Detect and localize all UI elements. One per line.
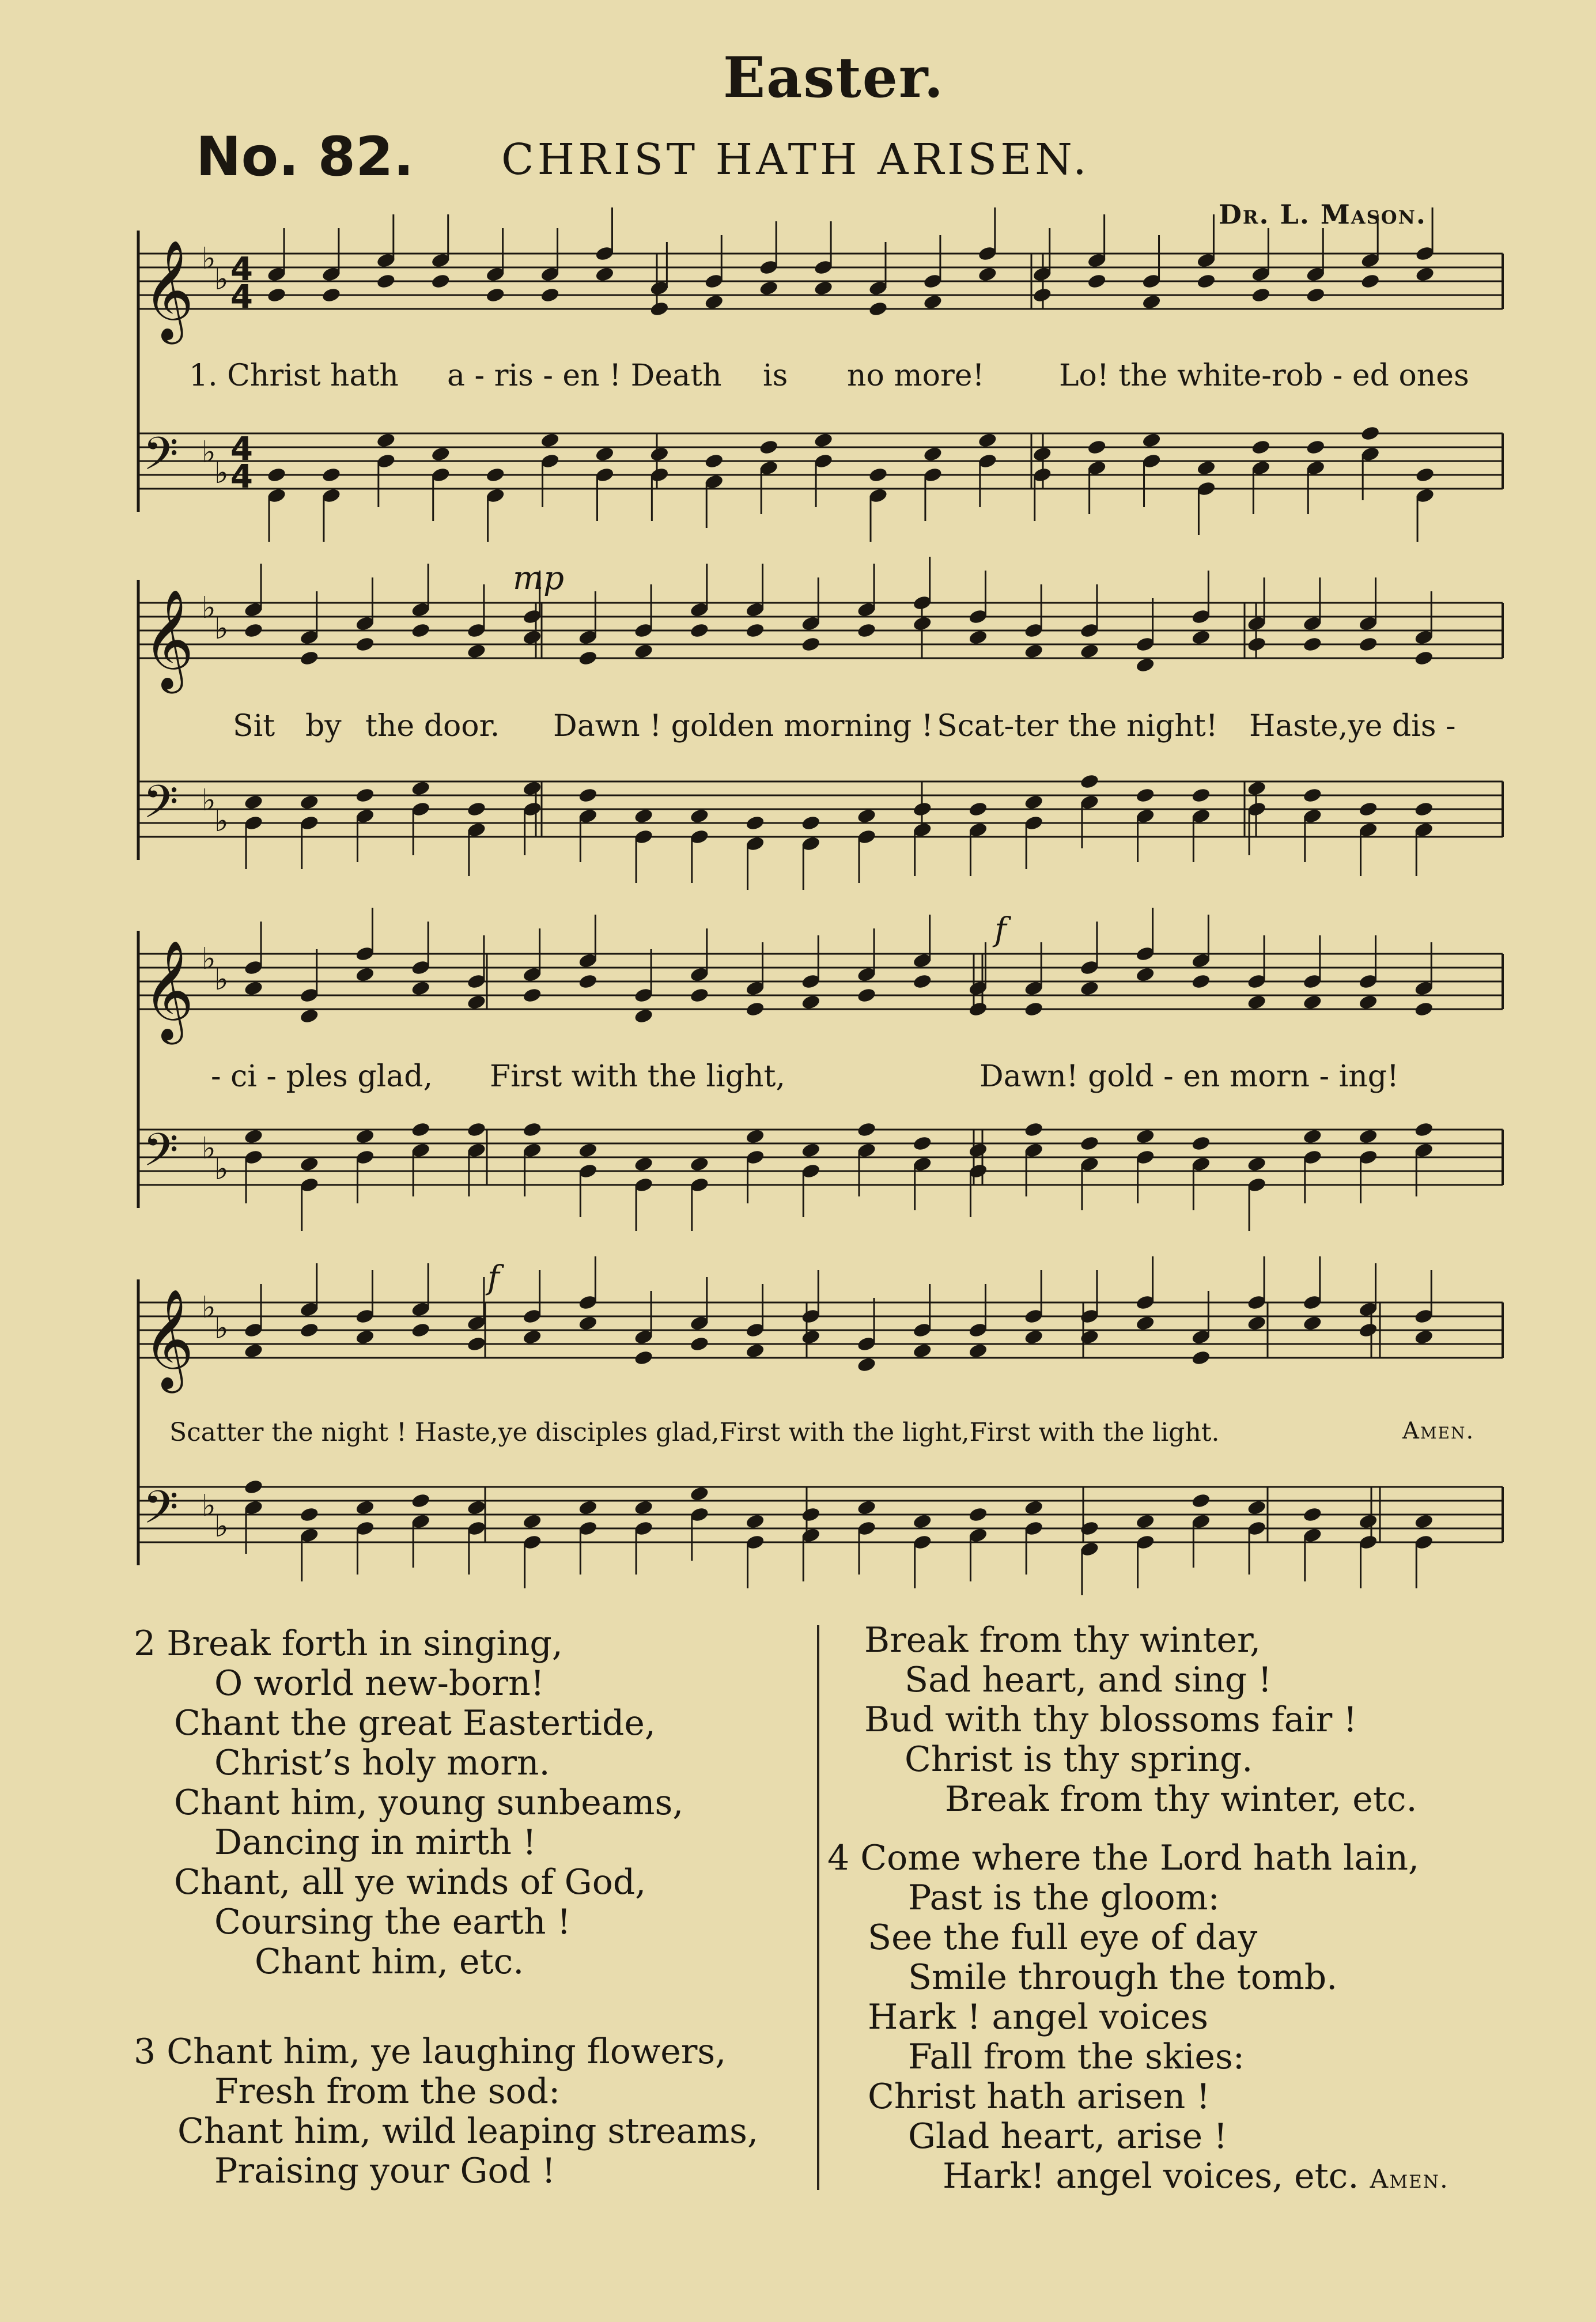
treble-clef-icon: 𝄞 (143, 940, 194, 1040)
note-head (1302, 787, 1322, 803)
note-head (376, 432, 396, 448)
note-head (1415, 266, 1435, 282)
lyric-3a: - ci - ples glad, (211, 1059, 433, 1094)
note-head (1024, 1499, 1044, 1516)
note-head (1247, 780, 1267, 796)
note-head (1358, 994, 1378, 1010)
verse-line: Smile through the tomb. (908, 1957, 1338, 1998)
flat-sign-icon: ♭ (202, 942, 216, 976)
note-head (266, 466, 286, 483)
bass-clef-icon: 𝄢 (143, 775, 179, 840)
note-head (266, 286, 286, 303)
note-head (1135, 1128, 1155, 1145)
note-head (1135, 1513, 1155, 1530)
note-head (868, 466, 888, 483)
note-head (689, 807, 709, 824)
note-head (634, 1499, 654, 1516)
note-head (522, 1513, 542, 1530)
note-head (704, 452, 724, 469)
note-head (243, 622, 263, 639)
note-head (1247, 994, 1267, 1010)
note-head (649, 445, 670, 462)
note-head (1191, 973, 1211, 990)
note-head (466, 1121, 486, 1138)
flat-sign-icon: ♭ (202, 435, 216, 470)
verse-line: Chant him, young sunbeams, (174, 1783, 684, 1823)
note-head (1079, 1135, 1099, 1151)
note-head (411, 622, 431, 639)
bass-clef-icon: 𝄢 (143, 427, 179, 492)
note-head (411, 780, 431, 796)
note-head (411, 1322, 431, 1338)
verse-4-last: Hark! angel voices, etc. (943, 2156, 1359, 2196)
note-head (912, 615, 932, 632)
dynamic-mark: mp (513, 560, 564, 597)
note-head (1135, 787, 1155, 803)
lyric-1b: a - ris - en ! Death (447, 358, 722, 393)
verse-line: Glad heart, arise ! (908, 2116, 1228, 2157)
note-head (634, 643, 654, 659)
verse-line: Past is the gloom: (908, 1878, 1220, 1918)
note-head (411, 1492, 431, 1509)
lyric-1e: Lo! the white-rob - ed ones (1059, 358, 1469, 393)
note-head (485, 466, 505, 483)
note-head (466, 801, 486, 817)
lyric-2b: by (305, 709, 342, 743)
note-head (634, 1156, 654, 1172)
verse-line: Fall from the skies: (908, 2037, 1245, 2077)
note-head (1141, 432, 1162, 448)
flat-sign-icon: ♭ (214, 1311, 229, 1346)
note-head (1414, 1328, 1434, 1345)
treble-clef-icon: 𝄞 (143, 240, 194, 340)
note-head (1191, 1349, 1211, 1366)
note-head (689, 622, 709, 639)
note-head (634, 1349, 654, 1366)
note-head (430, 445, 451, 462)
note-head (355, 1128, 375, 1145)
note-head (801, 636, 821, 652)
flat-sign-icon: ♭ (214, 262, 229, 297)
note-head (1302, 1506, 1322, 1523)
note-head (689, 987, 709, 1003)
note-head (1414, 801, 1434, 817)
bass-clef-icon: 𝄢 (143, 1481, 179, 1545)
note-head (1306, 286, 1326, 303)
note-head (649, 300, 670, 317)
flat-sign-icon: ♭ (202, 1131, 216, 1166)
note-head (466, 994, 486, 1010)
verse-2 (134, 1624, 683, 1982)
note-head (968, 801, 988, 817)
verse-line: O world new-born! (214, 1663, 544, 1704)
flat-sign-icon: ♭ (202, 591, 216, 625)
time-signature: 4 (230, 458, 253, 496)
verse-line: Break from thy winter, (864, 1620, 1261, 1660)
lyric-2d: Dawn ! golden morning ! (553, 709, 933, 743)
note-head (466, 1335, 486, 1352)
note-head (355, 1499, 375, 1516)
flat-sign-icon: ♭ (214, 456, 229, 490)
note-head (814, 432, 834, 448)
note-head (689, 1335, 709, 1352)
note-head (1358, 1128, 1378, 1145)
dynamic-mark: f (994, 911, 1007, 949)
note-head (485, 286, 505, 303)
note-head (578, 650, 598, 666)
note-head (578, 787, 598, 803)
note-head (243, 1128, 263, 1145)
note-head (540, 432, 560, 448)
flat-sign-icon: ♭ (214, 962, 229, 997)
note-head (299, 1506, 319, 1523)
note-head (243, 1342, 263, 1359)
note-head (522, 1328, 542, 1345)
lyric-4-amen: Amen. (1402, 1418, 1475, 1444)
lyric-2f: Haste,ye dis - (1249, 709, 1456, 743)
note-head (634, 1007, 654, 1024)
verse-line: 2 Break forth in singing, (134, 1623, 563, 1664)
note-head (968, 1142, 988, 1158)
note-head (411, 980, 431, 996)
note-head (1414, 1000, 1434, 1017)
note-head (1191, 1135, 1211, 1151)
lyric-3c: Dawn! gold - en morn - ing! (979, 1059, 1399, 1094)
note-head (745, 1000, 765, 1017)
lyric-2e: Scat-ter the night! (937, 709, 1218, 743)
note-head (1251, 286, 1271, 303)
note-head (745, 622, 765, 639)
note-head (745, 1342, 765, 1359)
note-head (968, 629, 988, 645)
note-head (759, 439, 779, 455)
note-head (922, 293, 943, 310)
note-head (912, 973, 932, 990)
note-head (1414, 1513, 1434, 1530)
note-head (321, 466, 341, 483)
note-head (578, 1315, 598, 1331)
note-head (1302, 1315, 1322, 1331)
verse-divider (817, 1625, 819, 2190)
note-head (299, 1007, 319, 1024)
note-head (243, 794, 263, 810)
time-signature: 4 (230, 251, 253, 288)
verse-3 (134, 2032, 758, 2191)
dynamic-mark: f (487, 1259, 500, 1297)
verse-line: Praising your God ! (214, 2151, 556, 2191)
flat-sign-icon: ♭ (202, 1489, 216, 1523)
note-head (801, 1142, 821, 1158)
note-head (856, 1121, 876, 1138)
verse-line: Christ hath arisen ! (868, 2076, 1211, 2117)
note-head (1135, 966, 1155, 983)
note-head (540, 286, 560, 303)
note-head (912, 801, 932, 817)
note-head (1302, 636, 1322, 652)
treble-clef-icon: 𝄞 (143, 589, 194, 689)
note-head (1079, 980, 1099, 996)
verse-line: Dancing in mirth ! (214, 1822, 537, 1863)
verse-line: See the full eye of day (868, 1917, 1258, 1958)
verse-line: Chant, all ye winds of God, (174, 1862, 646, 1902)
note-head (376, 273, 396, 289)
verse-line: Sad heart, and sing ! (905, 1660, 1272, 1700)
verse-line: Chant the great Eastertide, (174, 1703, 656, 1743)
note-head (1024, 1000, 1044, 1017)
note-head (1135, 656, 1155, 673)
note-head (1358, 636, 1378, 652)
note-head (1360, 425, 1381, 441)
verse-line: 4 Come where the Lord hath lain, (827, 1838, 1420, 1878)
verse-line (827, 2157, 1449, 2199)
note-head (595, 266, 615, 282)
note-head (912, 1513, 932, 1530)
note-head (856, 622, 876, 639)
note-head (704, 293, 724, 310)
note-head (868, 300, 888, 317)
verse-line: Coursing the earth ! (214, 1902, 571, 1942)
note-head (243, 980, 263, 996)
verse-line: Christ’s holy morn. (214, 1743, 550, 1783)
note-head (1024, 794, 1044, 810)
note-head (1302, 994, 1322, 1010)
flat-sign-icon: ♭ (214, 1152, 229, 1187)
note-head (299, 650, 319, 666)
note-head (466, 643, 486, 659)
note-head (745, 814, 765, 831)
note-head (856, 987, 876, 1003)
note-head (759, 280, 779, 296)
note-head (595, 445, 615, 462)
verse-line: Fresh from the sod: (214, 2071, 561, 2112)
note-head (243, 1478, 263, 1495)
note-head (299, 1322, 319, 1338)
note-head (1302, 1128, 1322, 1145)
lyric-1a: 1. Christ hath (189, 358, 399, 393)
note-head (355, 787, 375, 803)
note-head (689, 1156, 709, 1172)
note-head (801, 1328, 821, 1345)
note-head (1414, 1121, 1434, 1138)
note-head (466, 1499, 486, 1516)
note-head (321, 286, 341, 303)
note-head (430, 273, 451, 289)
note-head (1415, 466, 1435, 483)
note-head (1141, 293, 1162, 310)
note-head (355, 966, 375, 983)
note-head (1079, 643, 1099, 659)
note-head (968, 1000, 988, 1017)
note-head (522, 1121, 542, 1138)
note-head (689, 1485, 709, 1502)
verse-line: Bud with thy blossoms fair ! (864, 1700, 1357, 1740)
note-head (1032, 445, 1052, 462)
note-head (1247, 1315, 1267, 1331)
note-head (922, 445, 943, 462)
verse-2-continued (864, 1621, 1417, 1819)
note-head (856, 807, 876, 824)
bass-clef-icon: 𝄢 (143, 1123, 179, 1188)
note-head (1135, 1315, 1155, 1331)
note-head (578, 973, 598, 990)
note-head (1191, 1492, 1211, 1509)
note-head (299, 1156, 319, 1172)
note-head (856, 1356, 876, 1373)
note-head (1251, 439, 1271, 455)
verse-line: Hark ! angel voices (868, 1997, 1209, 2037)
note-head (1358, 1513, 1378, 1530)
verse-line: 3 Chant him, ye laughing flowers, (134, 2032, 727, 2072)
note-head (1414, 650, 1434, 666)
note-head (814, 280, 834, 296)
note-head (801, 814, 821, 831)
lyric-2c: the door. (365, 709, 500, 743)
note-head (745, 1128, 765, 1145)
note-head (745, 1513, 765, 1530)
note-head (1087, 273, 1107, 289)
verse-4 (827, 1838, 1449, 2199)
flat-sign-icon: ♭ (202, 783, 216, 818)
note-head (1358, 801, 1378, 817)
note-head (1024, 1328, 1044, 1345)
note-head (1247, 1156, 1267, 1172)
note-head (1360, 273, 1381, 289)
note-head (355, 1328, 375, 1345)
note-head (977, 266, 997, 282)
note-head (1191, 787, 1211, 803)
note-head (1024, 1121, 1044, 1138)
time-signature: 4 (230, 431, 253, 468)
section-heading: Easter. (723, 45, 945, 110)
note-head (968, 1342, 988, 1359)
note-head (968, 1506, 988, 1523)
note-head (1196, 459, 1216, 476)
note-head (1032, 286, 1052, 303)
flat-sign-icon: ♭ (214, 804, 229, 839)
note-head (912, 1135, 932, 1151)
note-head (522, 629, 542, 645)
note-head (299, 794, 319, 810)
lyric-2a: Sit (233, 709, 275, 743)
verse-amen: Amen. (1370, 2165, 1449, 2194)
note-head (522, 780, 542, 796)
note-head (1079, 773, 1099, 790)
note-head (1247, 636, 1267, 652)
note-head (912, 1342, 932, 1359)
verse-line: Break from thy winter, etc. (945, 1779, 1417, 1819)
note-head (578, 1499, 598, 1516)
note-head (801, 1506, 821, 1523)
verse-line: Christ is thy spring. (905, 1739, 1253, 1780)
note-head (856, 1499, 876, 1516)
composer: Dr. L. Mason. (1219, 199, 1427, 230)
lyric-3b: First with the light, (490, 1059, 785, 1094)
note-head (1306, 439, 1326, 455)
flat-sign-icon: ♭ (214, 1509, 229, 1544)
flat-sign-icon: ♭ (214, 611, 229, 646)
note-head (1247, 1499, 1267, 1516)
note-head (1024, 643, 1044, 659)
note-head (634, 807, 654, 824)
note-head (355, 636, 375, 652)
note-head (1191, 629, 1211, 645)
hymn-number: No. 82. (196, 126, 414, 188)
note-head (578, 1142, 598, 1158)
note-head (1196, 273, 1216, 289)
note-head (977, 432, 997, 448)
lyric-1d: no more! (847, 358, 985, 393)
note-head (801, 994, 821, 1010)
hymn-title: CHRIST HATH ARISEN. (501, 135, 1090, 184)
verse-line: Chant him, wild leaping streams, (177, 2111, 759, 2151)
flat-sign-icon: ♭ (202, 241, 216, 276)
lyric-1c: is (763, 358, 788, 393)
note-head (522, 987, 542, 1003)
verse-line: Chant him, etc. (255, 1942, 524, 1982)
note-head (1087, 439, 1107, 455)
flat-sign-icon: ♭ (202, 1290, 216, 1325)
lyric-4a: Scatter the night ! Haste,ye disciples glad,First with the light,First with the light. (169, 1418, 1220, 1447)
note-head (411, 1121, 431, 1138)
note-head (1358, 1322, 1378, 1338)
treble-clef-icon: 𝄞 (143, 1289, 194, 1389)
time-signature: 4 (230, 278, 253, 316)
